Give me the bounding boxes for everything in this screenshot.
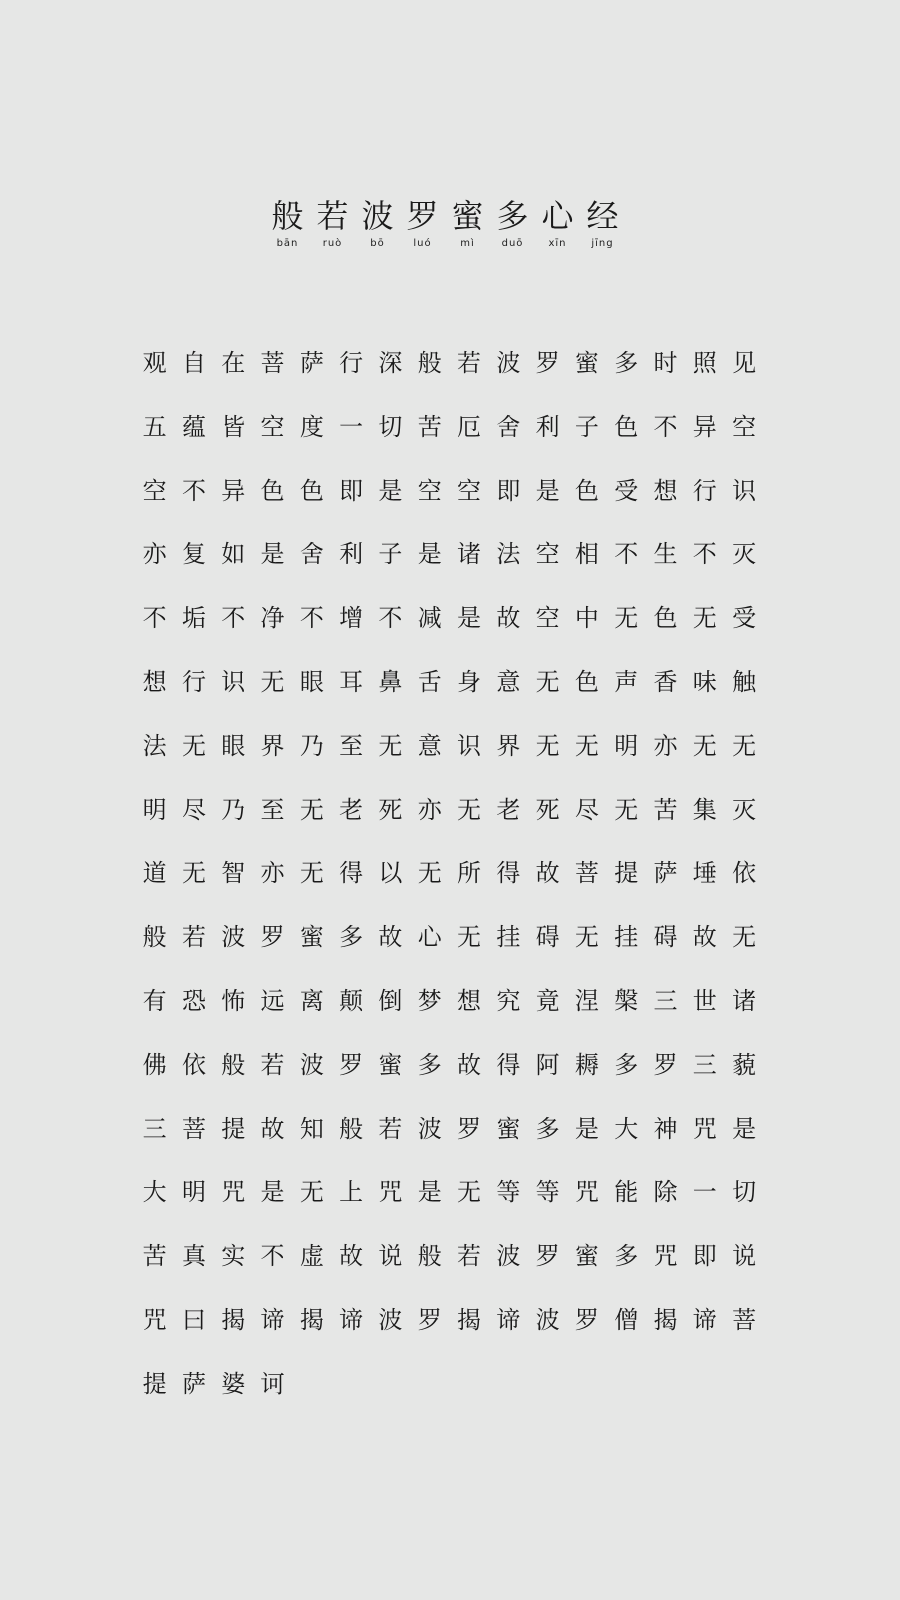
sutra-character: 故 [535,859,560,888]
sutra-character: 照 [692,349,717,377]
sutra-character: 一 [692,1178,717,1207]
title-character: 心 [541,197,574,235]
sutra-character: 咒 [653,1242,678,1271]
sutra-character: 大 [142,1178,167,1207]
sutra-character: 不 [614,540,639,569]
sutra-character: 谛 [692,1305,717,1334]
sutra-character: 多 [614,1242,639,1271]
sutra-character: 罗 [574,1305,599,1334]
sutra-row [135,411,765,475]
sutra-character: 埵 [692,859,717,888]
sutra-character: 复 [181,540,206,569]
sutra-character: 多 [614,349,639,377]
sutra-character: 神 [653,1114,678,1143]
sutra-character: 味 [692,667,717,696]
sutra-character: 眼 [221,731,246,760]
sutra-character: 行 [339,349,364,377]
sutra-character: 怖 [221,986,246,1015]
sutra-character: 涅 [574,986,599,1015]
sutra-character: 菩 [732,1305,757,1334]
sutra-character: 多 [614,1050,639,1079]
sutra-character: 挂 [496,923,521,952]
sutra-character: 行 [692,476,717,505]
sutra-character: 无 [535,731,560,760]
sutra-character: 无 [299,1178,324,1207]
sutra-character: 是 [417,1178,442,1207]
sutra-character: 色 [260,476,285,505]
sutra-character: 波 [378,1305,403,1334]
sutra-character: 色 [299,476,324,505]
sutra-character: 皆 [221,412,246,441]
sutra-character: 一 [339,412,364,441]
sutra-character: 舌 [417,667,442,696]
sutra-character: 若 [457,349,482,377]
sutra-character: 不 [653,412,678,441]
sutra-character: 受 [614,476,639,505]
sutra-character: 不 [692,540,717,569]
sutra-character: 依 [181,1050,206,1079]
sutra-character: 远 [260,986,285,1015]
sutra-character: 无 [692,604,717,633]
sutra-character: 得 [496,859,521,888]
sutra-row [135,1049,765,1113]
sutra-character: 净 [260,604,285,633]
sutra-character: 咒 [574,1178,599,1207]
title-character: 蜜 [451,197,484,235]
sutra-row [135,857,765,921]
sutra-character: 无 [732,923,757,952]
title-pinyin-syllable: ruò [322,238,343,249]
sutra-character: 多 [535,1114,560,1143]
title-pinyin-syllable: mì [460,238,475,249]
sutra-character: 耨 [574,1050,599,1079]
sutra-character: 佛 [142,1050,167,1079]
sutra-row [135,1240,765,1304]
sutra-character: 切 [378,412,403,441]
sutra-character: 蕴 [181,412,206,441]
title-character: 若 [316,197,349,235]
title-pinyin-syllable: bān [276,238,299,249]
sutra-character: 得 [496,1050,521,1079]
sutra-character: 灭 [732,540,757,569]
sutra-character: 无 [692,731,717,760]
sutra-character: 意 [417,731,442,760]
sutra-character: 若 [457,1242,482,1271]
sutra-character: 波 [221,923,246,952]
sutra-character: 是 [260,540,285,569]
sutra-row [135,921,765,985]
sutra-character: 曰 [181,1305,206,1334]
sutra-character: 故 [692,923,717,952]
sutra-character: 舍 [496,412,521,441]
sutra-character: 罗 [260,923,285,952]
sutra-character: 是 [574,1114,599,1143]
sutra-character: 上 [339,1178,364,1207]
sutra-character: 苦 [142,1242,167,1271]
sutra-character: 菩 [260,349,285,377]
sutra-character: 即 [692,1242,717,1271]
sutra-character: 实 [221,1242,246,1271]
sutra-character: 死 [535,795,560,824]
sutra-character: 不 [142,604,167,633]
sutra-row [135,985,765,1049]
sutra-character: 空 [535,540,560,569]
sutra-character: 不 [299,604,324,633]
sutra-character: 想 [142,667,167,696]
sutra-character: 无 [457,923,482,952]
sutra-character: 所 [457,859,482,888]
sutra-character: 大 [614,1114,639,1143]
sutra-character: 集 [692,795,717,824]
sutra-character: 色 [574,667,599,696]
sutra-character: 香 [653,667,678,696]
sutra-character: 提 [614,859,639,888]
title-character: 多 [496,197,529,235]
sutra-character: 相 [574,540,599,569]
sutra-character: 想 [457,986,482,1015]
sutra-character: 垢 [181,604,206,633]
sutra-character: 无 [535,667,560,696]
sutra-character: 异 [692,412,717,441]
sutra-character: 若 [378,1114,403,1143]
sutra-character: 谛 [260,1305,285,1334]
sutra-character: 增 [339,604,364,633]
sutra-character: 波 [417,1114,442,1143]
sutra-character: 色 [574,476,599,505]
sutra-character: 尽 [574,795,599,824]
sutra-character: 罗 [535,1242,560,1271]
sutra-character: 谛 [339,1305,364,1334]
sutra-character: 碍 [653,923,678,952]
sutra-character: 意 [496,667,521,696]
sutra-character: 明 [142,795,167,824]
sutra-character: 减 [417,604,442,633]
sutra-character: 故 [339,1242,364,1271]
sutra-character: 咒 [692,1114,717,1143]
sutra-character: 触 [732,667,757,696]
sutra-character: 无 [574,731,599,760]
sutra-character: 深 [378,349,403,377]
sutra-character: 苦 [417,412,442,441]
sutra-row [135,1304,765,1368]
sutra-character: 故 [378,923,403,952]
sutra-character: 利 [339,540,364,569]
sutra-character: 是 [535,476,560,505]
sutra-row [135,1368,765,1432]
sutra-character: 故 [260,1114,285,1143]
sutra-character: 诸 [457,540,482,569]
sutra-character: 槃 [614,986,639,1015]
sutra-character: 在 [221,349,246,377]
sutra-character: 知 [299,1114,324,1143]
title-character: 罗 [406,197,439,235]
sutra-character: 行 [181,667,206,696]
title-pinyin [265,238,625,250]
sutra-character: 得 [339,859,364,888]
sutra-character: 子 [574,412,599,441]
sutra-character: 无 [614,604,639,633]
sutra-character: 有 [142,986,167,1015]
sutra-character: 子 [378,540,403,569]
sutra-character: 揭 [221,1305,246,1334]
sutra-character: 波 [535,1305,560,1334]
sutra-character: 蜜 [496,1114,521,1143]
title-pinyin-syllable: xīn [548,238,567,249]
sutra-character: 色 [653,604,678,633]
sutra-character: 无 [299,859,324,888]
sutra-character: 心 [417,923,442,952]
sutra-character: 故 [457,1050,482,1079]
title-pinyin-syllable: jīng [591,238,614,249]
sutra-character: 咒 [142,1305,167,1334]
sutra-row [135,602,765,666]
sutra-character: 尽 [181,795,206,824]
sutra-character: 般 [221,1050,246,1079]
sutra-character: 眼 [299,667,324,696]
sutra-character: 恐 [181,986,206,1015]
sutra-row [135,730,765,794]
sutra-character: 耳 [339,667,364,696]
sutra-character: 空 [260,412,285,441]
sutra-character: 切 [732,1178,757,1207]
sutra-character: 无 [614,795,639,824]
sutra-character: 死 [378,795,403,824]
sutra-character: 即 [496,476,521,505]
sutra-character: 如 [221,540,246,569]
sutra-character: 波 [299,1050,324,1079]
sutra-character: 是 [378,476,403,505]
sutra-character: 多 [339,923,364,952]
title-pinyin-syllable: duō [501,238,524,249]
sutra-character: 智 [221,859,246,888]
sutra-character: 五 [142,412,167,441]
sutra-character: 罗 [417,1305,442,1334]
sutra-character: 亦 [260,859,285,888]
sutra-character: 离 [299,986,324,1015]
sutra-character: 明 [614,731,639,760]
sutra-character: 无 [181,859,206,888]
sutra-character: 提 [142,1369,167,1398]
sutra-character: 多 [417,1050,442,1079]
sutra-character: 明 [181,1178,206,1207]
sutra-row [135,475,765,539]
sutra-character: 中 [574,604,599,633]
sutra-character: 谛 [496,1305,521,1334]
sutra-character: 不 [181,476,206,505]
sutra-character: 罗 [535,349,560,377]
sutra-character: 阿 [535,1050,560,1079]
sutra-character: 藐 [732,1050,757,1079]
sutra-character: 般 [339,1114,364,1143]
sutra-character: 究 [496,986,521,1015]
sutra-character: 咒 [378,1178,403,1207]
sutra-character: 无 [299,795,324,824]
sutra-character: 空 [457,476,482,505]
sutra-character: 罗 [457,1114,482,1143]
sutra-character: 不 [378,604,403,633]
sutra-character: 依 [732,859,757,888]
sutra-character: 观 [142,349,167,377]
sutra-character: 鼻 [378,667,403,696]
sutra-character: 三 [653,986,678,1015]
sutra-character: 色 [614,412,639,441]
sutra-character: 识 [732,476,757,505]
sutra-character: 空 [535,604,560,633]
sutra-character: 身 [457,667,482,696]
sutra-character: 无 [417,859,442,888]
sutra-character: 至 [260,795,285,824]
sutra-character: 僧 [614,1305,639,1334]
sutra-row [135,538,765,602]
sutra-character: 萨 [653,859,678,888]
sutra-character: 时 [653,349,678,377]
sutra-character: 萨 [299,349,324,377]
sutra-character: 三 [692,1050,717,1079]
sutra-character: 以 [378,859,403,888]
sutra-character: 见 [732,349,757,377]
sutra-character: 空 [732,412,757,441]
sutra-character: 若 [260,1050,285,1079]
sutra-character: 空 [417,476,442,505]
sutra-character: 说 [378,1242,403,1271]
sutra-character: 自 [181,349,206,377]
sutra-character: 般 [417,349,442,377]
sutra-character: 说 [732,1242,757,1271]
sutra-character: 无 [732,731,757,760]
sutra-character: 是 [260,1178,285,1207]
sutra-character: 想 [653,476,678,505]
sutra-row [135,1176,765,1240]
sutra-character: 蜜 [574,349,599,377]
sutra-character: 菩 [574,859,599,888]
sutra-character: 不 [260,1242,285,1271]
sutra-character: 亦 [142,540,167,569]
sutra-character: 无 [457,1178,482,1207]
sutra-character: 蜜 [299,923,324,952]
sutra-row [135,666,765,730]
sutra-character: 诸 [732,986,757,1015]
sutra-row [135,794,765,858]
sutra-character: 故 [496,604,521,633]
title-pinyin-syllable: luó [413,238,432,249]
sutra-character: 萨 [181,1369,206,1398]
sutra-character: 界 [496,731,521,760]
sutra-character: 是 [732,1114,757,1143]
sutra-character: 梦 [417,986,442,1015]
sutra-character: 度 [299,412,324,441]
sutra-character: 揭 [653,1305,678,1334]
sutra-character: 无 [574,923,599,952]
sutra-character: 利 [535,412,560,441]
sutra-character: 真 [181,1242,206,1271]
sutra-character: 无 [378,731,403,760]
sutra-character: 诃 [260,1369,285,1398]
sutra-character: 等 [496,1178,521,1207]
sutra-title [265,196,625,256]
sutra-row [135,1113,765,1177]
sutra-character: 受 [732,604,757,633]
sutra-character: 是 [417,540,442,569]
title-pinyin-syllable: bō [370,238,385,249]
sutra-character: 罗 [653,1050,678,1079]
sutra-row [135,347,765,411]
sutra-character: 道 [142,859,167,888]
sutra-character: 无 [181,731,206,760]
sutra-character: 罗 [339,1050,364,1079]
sutra-character: 揭 [457,1305,482,1334]
sutra-character: 无 [457,795,482,824]
sutra-character: 识 [457,731,482,760]
sutra-character: 亦 [653,731,678,760]
sutra-character: 无 [260,667,285,696]
sutra-character: 能 [614,1178,639,1207]
sutra-character: 挂 [614,923,639,952]
sutra-character: 乃 [221,795,246,824]
sutra-character: 除 [653,1178,678,1207]
title-character: 波 [361,197,394,235]
sutra-character: 菩 [181,1114,206,1143]
sutra-character: 至 [339,731,364,760]
sutra-character: 提 [221,1114,246,1143]
sutra-character: 异 [221,476,246,505]
sutra-character: 舍 [299,540,324,569]
sutra-character: 波 [496,349,521,377]
sutra-character: 不 [221,604,246,633]
sutra-character: 是 [457,604,482,633]
sutra-character: 般 [417,1242,442,1271]
sutra-character: 波 [496,1242,521,1271]
sutra-character: 亦 [417,795,442,824]
sutra-character: 苦 [653,795,678,824]
sutra-character: 生 [653,540,678,569]
sutra-character: 婆 [221,1369,246,1398]
sutra-character: 竟 [535,986,560,1015]
sutra-character: 空 [142,476,167,505]
sutra-character: 咒 [221,1178,246,1207]
sutra-character: 颠 [339,986,364,1015]
sutra-character: 碍 [535,923,560,952]
sutra-text-grid [135,347,765,1432]
sutra-character: 识 [221,667,246,696]
sutra-character: 等 [535,1178,560,1207]
title-character: 般 [271,197,304,235]
sutra-character: 界 [260,731,285,760]
sutra-character: 乃 [299,731,324,760]
sutra-character: 法 [496,540,521,569]
sutra-character: 老 [496,795,521,824]
sutra-character: 般 [142,923,167,952]
sutra-character: 若 [181,923,206,952]
sutra-character: 厄 [457,412,482,441]
title-character: 经 [586,197,619,235]
sutra-character: 即 [339,476,364,505]
sutra-character: 老 [339,795,364,824]
sutra-character: 蜜 [574,1242,599,1271]
title-characters [265,196,625,236]
sutra-character: 灭 [732,795,757,824]
sutra-character: 声 [614,667,639,696]
sutra-character: 世 [692,986,717,1015]
sutra-character: 法 [142,731,167,760]
sutra-character: 蜜 [378,1050,403,1079]
sutra-character: 揭 [299,1305,324,1334]
sutra-character: 倒 [378,986,403,1015]
sutra-character: 三 [142,1114,167,1143]
sutra-character: 虚 [299,1242,324,1271]
